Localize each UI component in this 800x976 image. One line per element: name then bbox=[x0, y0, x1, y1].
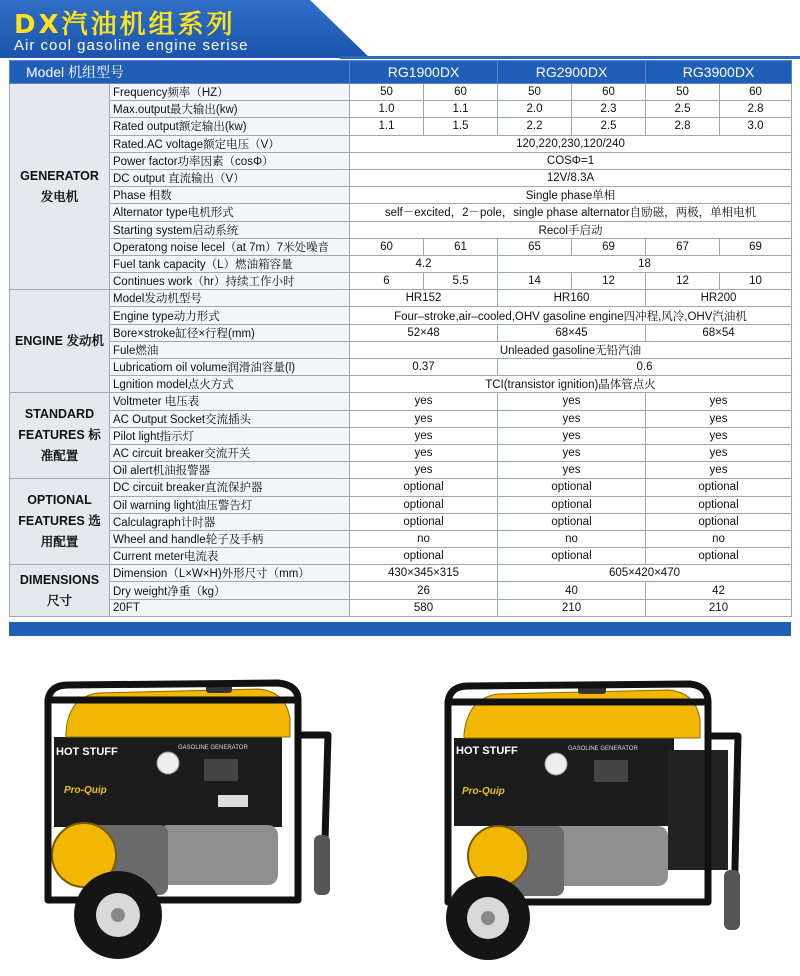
table-row bbox=[10, 135, 792, 152]
spec-value: yes bbox=[646, 462, 792, 479]
spec-value: 69 bbox=[720, 238, 792, 255]
spec-value: 430×345×315 bbox=[350, 565, 498, 582]
spec-label: Lubricatiom oil volume润滑油容量(l) bbox=[110, 359, 350, 376]
model-name-header: RG1900DX bbox=[350, 61, 498, 84]
spec-value: 12 bbox=[646, 273, 720, 290]
spec-value: no bbox=[646, 530, 792, 547]
spec-label: Bore×stroke缸径×行程(mm) bbox=[110, 324, 350, 341]
spec-value: 50 bbox=[646, 84, 720, 101]
spec-value: optional bbox=[646, 496, 792, 513]
fuel-tank bbox=[464, 690, 700, 738]
spec-label: AC circuit breaker交流开关 bbox=[110, 444, 350, 461]
spec-label: Dry weight净重（kg） bbox=[110, 582, 350, 599]
table-row bbox=[10, 204, 792, 221]
panel-label: GASOLINE GENERATOR bbox=[568, 746, 638, 752]
spec-label: Fuel tank capacity（L）燃油箱容量 bbox=[110, 255, 350, 272]
spec-value: 26 bbox=[350, 582, 498, 599]
table-row bbox=[10, 444, 792, 461]
spec-label: Lgnition model点火方式 bbox=[110, 376, 350, 393]
table-row bbox=[10, 84, 792, 101]
spec-value: yes bbox=[350, 393, 498, 410]
spec-value: optional bbox=[646, 548, 792, 565]
spec-value: optional bbox=[350, 513, 498, 530]
spec-label: Continues work（hr）持续工作小时 bbox=[110, 273, 350, 290]
spec-value: yes bbox=[498, 444, 646, 461]
table-footer-bar bbox=[9, 622, 791, 636]
spec-value: 68×45 bbox=[498, 324, 646, 341]
spec-value: 60 bbox=[350, 238, 424, 255]
spec-value: 6 bbox=[350, 273, 424, 290]
spec-value: 5.5 bbox=[424, 273, 498, 290]
badge-logo: Pro-Quip bbox=[64, 785, 107, 796]
label-plate bbox=[218, 795, 248, 807]
spec-value: yes bbox=[498, 393, 646, 410]
spec-label: Starting system启动系统 bbox=[110, 221, 350, 238]
spec-value: 2.5 bbox=[646, 101, 720, 118]
spec-value: 68×54 bbox=[646, 324, 792, 341]
spec-value: 4.2 bbox=[350, 255, 498, 272]
group-label-standard: STANDARD FEATURES 标准配置 bbox=[10, 393, 110, 479]
spec-value: 580 bbox=[350, 599, 498, 616]
spec-label: Calculagraph计时器 bbox=[110, 513, 350, 530]
table-row bbox=[10, 359, 792, 376]
table-row bbox=[10, 221, 792, 238]
spec-value: 14 bbox=[498, 273, 572, 290]
table-row bbox=[10, 324, 792, 341]
spec-value: 2.8 bbox=[646, 118, 720, 135]
table-row bbox=[10, 410, 792, 427]
spec-label: Rated.AC voltage额定电压（V） bbox=[110, 135, 350, 152]
spec-value: 10 bbox=[720, 273, 792, 290]
generator-photo-right bbox=[428, 680, 768, 970]
table-row bbox=[10, 530, 792, 547]
spec-value: 12 bbox=[572, 273, 646, 290]
spec-label: Alternator type电机形式 bbox=[110, 204, 350, 221]
spec-value: Four–stroke,air–cooled,OHV gasoline engine四冲程,风冷,OHV汽油机 bbox=[350, 307, 792, 324]
wheel-hub-left bbox=[481, 911, 495, 925]
spec-value: yes bbox=[646, 444, 792, 461]
socket-block bbox=[594, 760, 628, 782]
spec-label: Current meter电流表 bbox=[110, 548, 350, 565]
spec-label: Phase 相数 bbox=[110, 187, 350, 204]
table-row bbox=[10, 152, 792, 169]
table-row bbox=[10, 513, 792, 530]
spec-value: 60 bbox=[720, 84, 792, 101]
spec-value: optional bbox=[350, 548, 498, 565]
table-row bbox=[10, 376, 792, 393]
spec-value: 1.0 bbox=[350, 101, 424, 118]
spec-value: Single phase单相 bbox=[350, 187, 792, 204]
table-row bbox=[10, 169, 792, 186]
table-row bbox=[10, 462, 792, 479]
spec-value: yes bbox=[646, 410, 792, 427]
spec-value: yes bbox=[646, 427, 792, 444]
spec-value: yes bbox=[350, 427, 498, 444]
spec-value: COSΦ=1 bbox=[350, 152, 792, 169]
spec-value: 1.5 bbox=[424, 118, 498, 135]
spec-value: 120,220,230,120/240 bbox=[350, 135, 792, 152]
spec-label: Max.output最大输出(kw) bbox=[110, 101, 350, 118]
table-row bbox=[10, 479, 792, 496]
spec-label: Oil alert机油报警器 bbox=[110, 462, 350, 479]
table-row bbox=[10, 118, 792, 135]
spec-value: 50 bbox=[350, 84, 424, 101]
spec-value: 1.1 bbox=[424, 101, 498, 118]
generator-photo-left bbox=[28, 675, 348, 965]
spec-value: yes bbox=[646, 393, 792, 410]
table-row bbox=[10, 582, 792, 599]
spec-value: optional bbox=[646, 479, 792, 496]
spec-label: Model发动机型号 bbox=[110, 290, 350, 307]
spec-value: optional bbox=[498, 548, 646, 565]
spec-value: TCI(transistor ignition)晶体管点火 bbox=[350, 376, 792, 393]
spec-value: 18 bbox=[498, 255, 792, 272]
spec-label: Rated output额定输出(kw) bbox=[110, 118, 350, 135]
spec-value: 12V/8.3A bbox=[350, 169, 792, 186]
table-row bbox=[10, 341, 792, 358]
spec-value: 2.0 bbox=[498, 101, 572, 118]
spec-table bbox=[9, 60, 792, 617]
spec-value: self－excited，2－pole，single phase alternator自励磁，两极，单相电机 bbox=[350, 204, 792, 221]
spec-value: 60 bbox=[424, 84, 498, 101]
table-row bbox=[10, 565, 792, 582]
spec-value: 210 bbox=[646, 599, 792, 616]
table-row bbox=[10, 393, 792, 410]
spec-value: yes bbox=[350, 462, 498, 479]
spec-value: HR160 bbox=[498, 290, 646, 307]
spec-value: optional bbox=[498, 479, 646, 496]
spec-value: optional bbox=[646, 513, 792, 530]
spec-label: DC output 直流输出（V） bbox=[110, 169, 350, 186]
spec-value: HR200 bbox=[646, 290, 792, 307]
spec-value: 2.5 bbox=[572, 118, 646, 135]
page-subtitle: Air cool gasoline engine serise bbox=[14, 37, 249, 54]
spec-label: DC circuit breaker直流保护器 bbox=[110, 479, 350, 496]
header-rule bbox=[340, 56, 800, 59]
table-row bbox=[10, 496, 792, 513]
voltmeter bbox=[157, 752, 179, 774]
table-row bbox=[10, 599, 792, 616]
spec-value: 1.1 bbox=[350, 118, 424, 135]
spec-value: optional bbox=[350, 496, 498, 513]
spec-value: yes bbox=[498, 410, 646, 427]
spec-value: optional bbox=[498, 513, 646, 530]
group-label-engine: ENGINE 发动机 bbox=[10, 290, 110, 393]
brand-logo: HOT STUFF bbox=[456, 745, 518, 757]
spec-value: 2.2 bbox=[498, 118, 572, 135]
spec-value: no bbox=[350, 530, 498, 547]
spec-value: yes bbox=[498, 427, 646, 444]
spec-value: 605×420×470 bbox=[498, 565, 792, 582]
spec-label: Voltmeter 电压表 bbox=[110, 393, 350, 410]
spec-label: Frequency频率（HZ） bbox=[110, 84, 350, 101]
spec-value: 61 bbox=[424, 238, 498, 255]
group-label-generator: GENERATOR 发电机 bbox=[10, 84, 110, 290]
spec-label: Pilot light指示灯 bbox=[110, 427, 350, 444]
spec-value: 65 bbox=[498, 238, 572, 255]
spec-value: Recol手启动 bbox=[350, 221, 792, 238]
group-label-optional: OPTIONAL FEATURES 选用配置 bbox=[10, 479, 110, 565]
handle-grip bbox=[724, 870, 740, 930]
alternator bbox=[548, 826, 668, 886]
spec-label: Operatong noise lecel（at 7m）7米处噪音 bbox=[110, 238, 350, 255]
spec-value: 67 bbox=[646, 238, 720, 255]
model-name-header: RG2900DX bbox=[498, 61, 646, 84]
model-header: Model 机组型号 bbox=[10, 61, 350, 84]
recoil-cover bbox=[468, 826, 528, 886]
handle-grip bbox=[314, 835, 330, 895]
spec-label: AC Output Socket交流插头 bbox=[110, 410, 350, 427]
socket-block bbox=[204, 759, 238, 781]
fuel-tank bbox=[66, 689, 290, 737]
table-row bbox=[10, 307, 792, 324]
model-name-header: RG3900DX bbox=[646, 61, 792, 84]
spec-value: 50 bbox=[498, 84, 572, 101]
panel-label: GASOLINE GENERATOR bbox=[178, 745, 248, 751]
header bbox=[0, 0, 800, 60]
spec-value: no bbox=[498, 530, 646, 547]
spec-value: 0.6 bbox=[498, 359, 792, 376]
spec-value: 3.0 bbox=[720, 118, 792, 135]
wheel-hub-left bbox=[111, 908, 125, 922]
table-row bbox=[10, 427, 792, 444]
group-label-dimensions: DIMENSIONS 尺寸 bbox=[10, 565, 110, 617]
spec-value: 69 bbox=[572, 238, 646, 255]
spec-value: 2.3 bbox=[572, 101, 646, 118]
page-title: DX汽油机组系列 bbox=[14, 10, 236, 40]
spec-value: optional bbox=[350, 479, 498, 496]
spec-value: yes bbox=[350, 444, 498, 461]
spec-value: 2.8 bbox=[720, 101, 792, 118]
badge-logo: Pro-Quip bbox=[462, 786, 505, 797]
table-row bbox=[10, 273, 792, 290]
table-row bbox=[10, 238, 792, 255]
spec-label: 20FT bbox=[110, 599, 350, 616]
table-row bbox=[10, 255, 792, 272]
spec-value: 40 bbox=[498, 582, 646, 599]
alternator bbox=[158, 825, 278, 885]
spec-value: 210 bbox=[498, 599, 646, 616]
spec-label: Engine type动力形式 bbox=[110, 307, 350, 324]
voltmeter bbox=[545, 753, 567, 775]
spec-value: 60 bbox=[572, 84, 646, 101]
spec-label: Power factor功率因素（cosΦ） bbox=[110, 152, 350, 169]
spec-value: Unleaded gasoline无铅汽油 bbox=[350, 341, 792, 358]
spec-label: Wheel and handle轮子及手柄 bbox=[110, 530, 350, 547]
table-header-row bbox=[10, 61, 792, 84]
spec-label: Dimension（L×W×H)外形尺寸（mm） bbox=[110, 565, 350, 582]
table-row bbox=[10, 290, 792, 307]
table-row bbox=[10, 187, 792, 204]
spec-value: HR152 bbox=[350, 290, 498, 307]
spec-value: 0.37 bbox=[350, 359, 498, 376]
table-row bbox=[10, 548, 792, 565]
spec-value: yes bbox=[350, 410, 498, 427]
side-box bbox=[668, 750, 728, 870]
table-row bbox=[10, 101, 792, 118]
spec-value: 52×48 bbox=[350, 324, 498, 341]
spec-label: Oil warning light油压警告灯 bbox=[110, 496, 350, 513]
spec-label: Fule燃油 bbox=[110, 341, 350, 358]
spec-value: 42 bbox=[646, 582, 792, 599]
spec-value: optional bbox=[498, 496, 646, 513]
spec-value: yes bbox=[498, 462, 646, 479]
brand-logo: HOT STUFF bbox=[56, 746, 118, 758]
